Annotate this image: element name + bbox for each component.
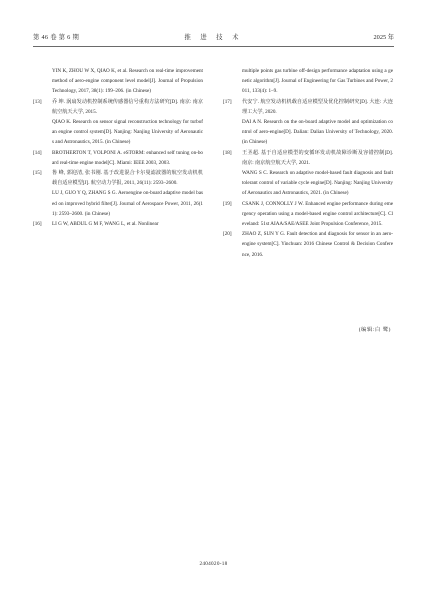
reference-text: multiple points gas turbine off-design performance adaptation using a genetic algorithm[J]. Journal of Engineering for Gas Turbines and Power, 2011, 133(4): 1–9. [242,68,393,95]
volume-issue: 第 46 卷 第 6 期 [33,34,80,41]
reference-number: [18] [223,149,232,156]
page-header [33,33,394,43]
reference-text: ZHAO Z, SUN Y G. Fault detection and diagnosis for sensor in an aero-engine system[C]. Yinchuan: 2016 Chinese Control & Decision Conference, 2016. [242,231,393,258]
references-right-column [223,66,393,260]
reference-text: BROTHERTON T, VOLPONI A. eSTORM: enhanced self tuning on-board real-time engine model[C]. Miami: IEEE 2003, 2003. [52,149,203,166]
journal-title: 推 进 技 术 [184,34,243,41]
reference-entry [33,97,203,117]
references-left-column [33,66,203,229]
reference-number: [16] [33,221,42,228]
reference-entry [223,117,393,148]
reference-entry [223,148,393,168]
reference-text: 鲁 峰, 郭迎清, 张书刚. 基于改进混合卡尔曼滤波器的航空发动机机载自适应模型[J]. 航空动力学报, 2011, 26(11): 2593–2600. [52,170,203,187]
reference-number: [15] [33,170,42,177]
reference-text: LU J, GUO Y Q, ZHANG S G. Aeroengine on-board adaptive model based on improved hybrid filter[J]. Journal of Aerospace Power, 2011, 26(11): 2593–2600. (in Chinese) [52,190,203,217]
reference-entry [223,168,393,199]
reference-entry [33,117,203,148]
reference-entry [223,66,393,97]
reference-text: WANG S C. Research on adaptive model-based fault diagnosis and fault tolerant control of variable cycle engine[D]. Nanjing: Nanjing University of Aeronautics and Astronautics, 2021. (in Chinese) [242,170,393,197]
reference-text: DAI A N. Research on the on-board adaptive model and optimization control of aero-engine[D]. Dalian: Dalian University of Technology, 2020. (in Chinese) [242,119,393,146]
reference-entry [33,219,203,229]
reference-text: 王圣超. 基于自适应模型的变循环发动机故障诊断及容错控制[D]. 南京: 南京航空航天大学, 2021. [242,149,393,166]
reference-entry [223,97,393,117]
reference-entry [223,229,393,260]
reference-number: [14] [33,149,42,156]
reference-text: YIN K, ZHOU W X, QIAO K, et al. Research on real-time improvement method of aero-engine component level model[J]. Journal of Propulsion Technology, 2017, 38(1): 199–206. (in Chinese) [52,68,203,95]
reference-number: [20] [223,231,232,238]
editor-credit: (编辑:白 鹭) [358,327,391,333]
reference-number: [13] [33,98,42,105]
reference-entry [33,168,203,188]
page-number: 2404020-18 [199,561,228,567]
reference-number: [19] [223,200,232,207]
reference-entry [223,199,393,230]
reference-entry [33,66,203,97]
reference-text: QIAO K. Research on sensor signal reconstruction technology for turbofan engine control system[D]. Nanjing: Nanjing University of Aeronautics and Astronautics, 2015. (in Chinese) [52,119,203,146]
reference-text: LI G W, ABDUL G M F, WANG L, et al. Nonlinear [52,221,159,228]
header-rule [33,46,394,47]
reference-entry [33,148,203,168]
reference-number: [17] [223,98,232,105]
reference-text: CSANK J, CONNOLLY J W. Enhanced engine performance during emergency operation using a model-based engine control architecture[C]. Cleveland: 51st AIAA/SAE/ASEE Joint Propulsion Conference, 2015. [242,200,393,228]
reference-text: 乔 坤. 涡扇发动机控制系统传感器信号重构方法研究[D]. 南京: 南京航空航天大学, 2015. [52,98,203,115]
publication-year: 2025 年 [373,34,394,41]
reference-text: 代安宁. 航空发动机机载自适应模型及优化控制研究[D]. 大连: 大连理工大学, 2020. [242,98,393,115]
reference-entry [33,188,203,219]
